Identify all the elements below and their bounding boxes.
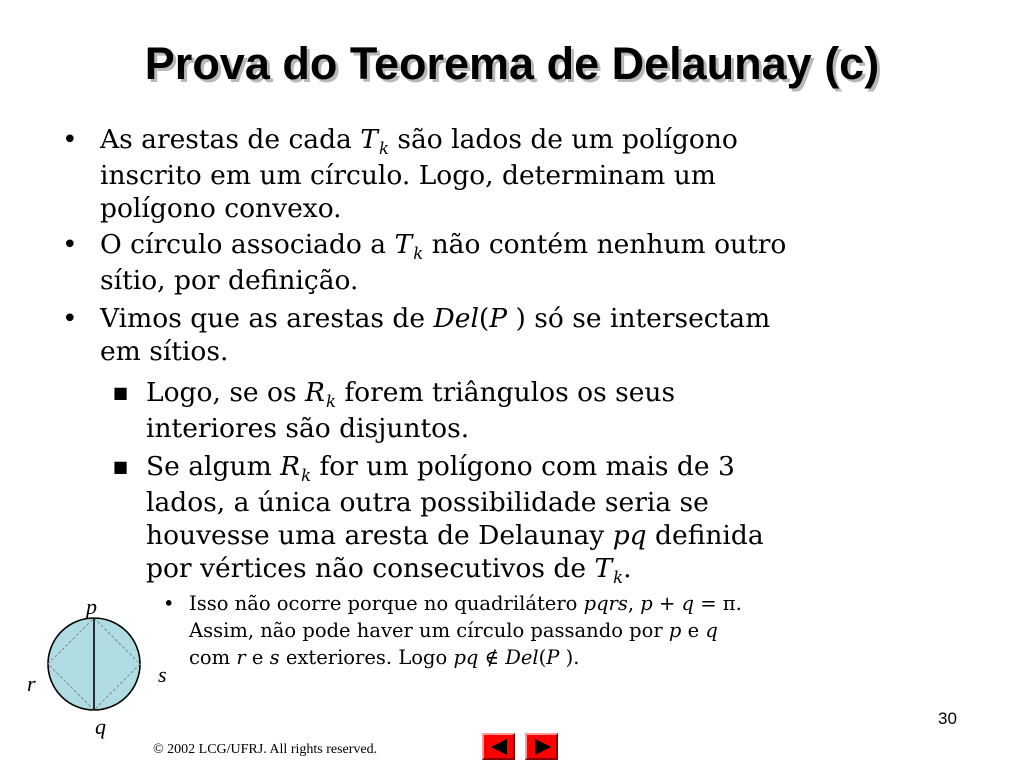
- bullet-1-line-3: polígono convexo.: [100, 193, 342, 224]
- bullet-marker: •: [62, 229, 78, 260]
- page-number: 30: [938, 709, 957, 728]
- delaunay-circle-diagram: [22, 595, 182, 743]
- bullet-marker: •: [62, 303, 78, 334]
- bullet-marker: •: [163, 592, 175, 615]
- bullet-2-line-1: O círculo associado a $T_k$ não contém nenhum outro: [100, 229, 787, 263]
- triangle-right-icon: [532, 738, 552, 756]
- previous-slide-button[interactable]: [482, 733, 515, 760]
- bullet-marker: •: [62, 124, 78, 155]
- vertex-label-s: s: [158, 662, 167, 687]
- sub-bullet-2-line-3: houvesse uma aresta de Delaunay pq definida: [146, 520, 764, 551]
- sub-bullet-1-line-2: interiores são disjuntos.: [146, 413, 470, 444]
- sub-sub-bullet-line-2: Assim, não pode haver um círculo passando por p e q: [189, 619, 718, 642]
- sub-sub-bullet-line-3: com r e s exteriores. Logo pq ∉ Del(P ).: [189, 646, 580, 669]
- bullet-1-line-1: As arestas de cada $T_k$ são lados de um polígono: [100, 124, 738, 158]
- sub-bullet-2-line-4: por vértices não consecutivos de $T_k$.: [146, 553, 632, 587]
- sub-bullet-1: [113, 376, 913, 445]
- sub-bullet-2: [113, 450, 913, 588]
- sub-bullet-2-line-2: lados, a única outra possibilidade seria se: [146, 487, 709, 518]
- next-slide-button[interactable]: [525, 733, 558, 760]
- bullet-1: [62, 123, 962, 225]
- bullet-1-line-2: inscrito em um círculo. Logo, determinam um: [100, 160, 716, 191]
- bullet-2: [62, 228, 962, 297]
- vertex-label-r: r: [27, 671, 36, 696]
- bullet-2-line-2: sítio, por definição.: [100, 265, 359, 296]
- vertex-label-p: p: [86, 595, 97, 619]
- bullet-3: [62, 302, 962, 368]
- vertex-label-q: q: [95, 714, 106, 739]
- sub-bullet-1-line-1: Logo, se os $R_k$ forem triângulos os seus: [146, 377, 676, 411]
- slide-title: Prova do Teorema de Delaunay (c): [144, 38, 880, 89]
- sub-sub-bullet-line-1: Isso não ocorre porque no quadrilátero pqrs, p + q = π.: [189, 592, 742, 615]
- bullet-3-line-2: em sítios.: [100, 336, 229, 367]
- bullet-3-line-1: Vimos que as arestas de Del(P ) só se intersectam: [100, 303, 771, 334]
- sub-bullet-2-line-1: Se algum $R_k$ for um polígono com mais de 3: [146, 451, 735, 485]
- sub-sub-bullet-1: [163, 590, 963, 671]
- copyright-notice: © 2002 LCG/UFRJ. All rights reserved.: [153, 742, 378, 757]
- square-bullet-icon: ■: [113, 383, 129, 402]
- triangle-left-icon: [489, 738, 509, 756]
- square-bullet-icon: ■: [113, 457, 129, 476]
